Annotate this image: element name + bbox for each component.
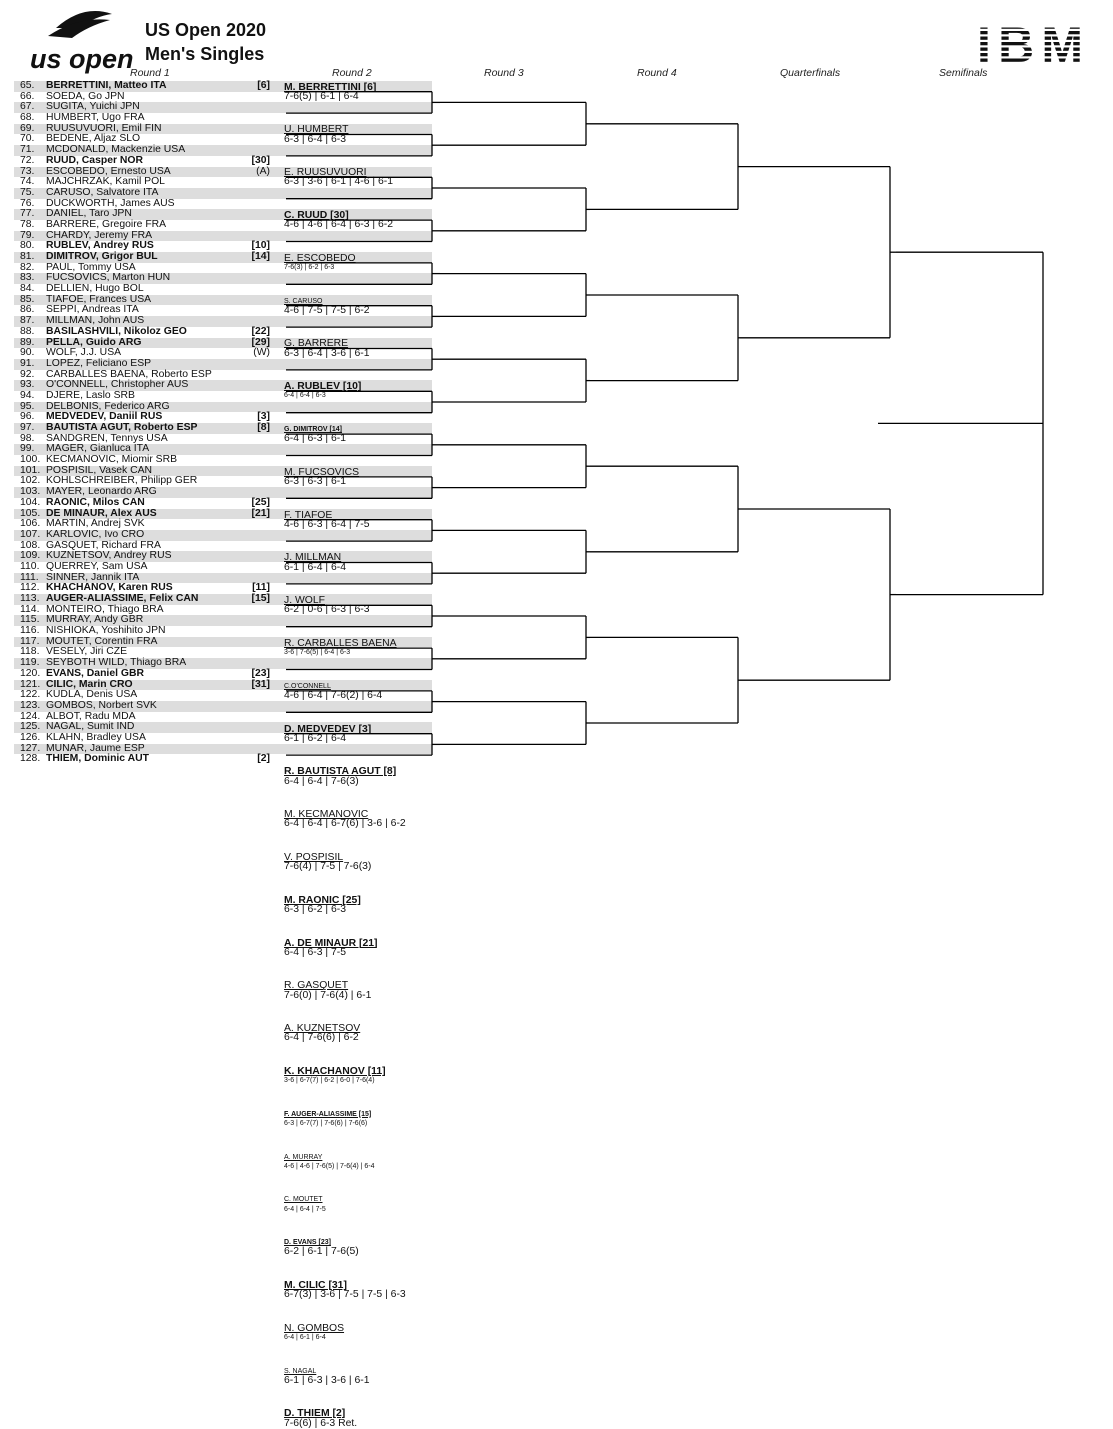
round-2-winner: R. BAUTISTA AGUT [8] [284, 767, 396, 778]
round-2-winner: J. MILLMAN [284, 553, 341, 564]
draw-row [14, 188, 432, 199]
player-name: KARLOVIC, Ivo CRO [46, 530, 144, 541]
player-seed: [2] [257, 754, 270, 765]
round-2-winner: S. NAGAL [284, 1367, 316, 1378]
player-num: 123. [20, 701, 40, 712]
player-num: 73. [20, 167, 34, 178]
player-seed: [6] [257, 81, 270, 92]
round-2-winner: G. BARRERE [284, 339, 348, 350]
player-name: DUCKWORTH, James AUS [46, 199, 175, 210]
player-name: KOHLSCHREIBER, Philipp GER [46, 476, 197, 487]
player-name: RAONIC, Milos CAN [46, 498, 145, 509]
player-name: MILLMAN, John AUS [46, 316, 144, 327]
player-num: 90. [20, 348, 34, 359]
player-name: SOEDA, Go JPN [46, 92, 125, 103]
match-score: 6-1 | 6-4 | 6-4 [284, 563, 346, 574]
match-score: 6-3 | 6-3 | 6-1 [284, 477, 346, 488]
draw-row [14, 156, 432, 167]
player-name: MCDONALD, Mackenzie USA [46, 145, 185, 156]
player-num: 127. [20, 744, 40, 755]
round-2-header: Round 2 [332, 67, 372, 79]
match-score: 4-6 | 6-3 | 6-4 | 7-5 [284, 520, 370, 531]
match-score: 6-3 | 6-7(7) | 7-6(6) | 7-6(6) [284, 1119, 367, 1130]
player-num: 83. [20, 273, 34, 284]
player-name: WOLF, J.J. USA [46, 348, 121, 359]
player-name: GOMBOS, Norbert SVK [46, 701, 157, 712]
player-num: 120. [20, 669, 40, 680]
player-num: 108. [20, 541, 40, 552]
round-2-winner: E. ESCOBEDO [284, 254, 356, 265]
match-score: 6-1 | 6-3 | 3-6 | 6-1 [284, 1376, 370, 1387]
player-seed: (A) [256, 167, 270, 178]
player-name: KLAHN, Bradley USA [46, 733, 146, 744]
draw-title: Men's Singles [145, 44, 264, 65]
player-name: AUGER-ALIASSIME, Felix CAN [46, 594, 198, 605]
draw-row [14, 359, 432, 370]
player-num: 75. [20, 188, 34, 199]
round-2-winner: G. DIMITROV [14] [284, 425, 342, 436]
player-num: 86. [20, 305, 34, 316]
match-score: 6-3 | 3-6 | 6-1 | 4-6 | 6-1 [284, 177, 393, 188]
player-seed: [10] [252, 241, 270, 252]
match-score: 6-4 | 6-1 | 6-4 [284, 1333, 326, 1344]
player-name: KUZNETSOV, Andrey RUS [46, 551, 172, 562]
player-name: MURRAY, Andy GBR [46, 615, 143, 626]
player-name: DJERE, Laslo SRB [46, 391, 135, 402]
player-seed: [29] [252, 338, 270, 349]
player-name: PAUL, Tommy USA [46, 263, 136, 274]
player-num: 106. [20, 519, 40, 530]
player-name: BASILASHVILI, Nikoloz GEO [46, 327, 187, 338]
match-score: 3-6 | 6-7(7) | 6-2 | 6-0 | 7-6(4) [284, 1076, 375, 1087]
player-num: 125. [20, 722, 40, 733]
round-2-winner: A. RUBLEV [10] [284, 382, 361, 393]
player-name: CARUSO, Salvatore ITA [46, 188, 158, 199]
player-num: 94. [20, 391, 34, 402]
tournament-title: US Open 2020 [145, 20, 266, 41]
match-score: 4-6 | 4-6 | 6-4 | 6-3 | 6-2 [284, 220, 393, 231]
match-score: 7-6(3) | 6-2 | 6-3 [284, 263, 334, 274]
player-num: 77. [20, 209, 34, 220]
player-num: 107. [20, 530, 40, 541]
match-score: 7-6(5) | 6-1 | 6-4 [284, 92, 359, 103]
player-num: 68. [20, 113, 34, 124]
match-score: 4-6 | 7-5 | 7-5 | 6-2 [284, 306, 370, 317]
player-num: 82. [20, 263, 34, 274]
player-num: 113. [20, 594, 39, 605]
player-name: SEPPI, Andreas ITA [46, 305, 139, 316]
player-num: 103. [20, 487, 40, 498]
match-score: 6-4 | 6-4 | 6-3 [284, 391, 326, 402]
player-seed: [14] [252, 252, 270, 263]
player-name: KUDLA, Denis USA [46, 690, 137, 701]
player-name: MUNAR, Jaume ESP [46, 744, 145, 755]
player-num: 112. [20, 583, 39, 594]
player-name: CILIC, Marin CRO [46, 680, 133, 691]
player-seed: [23] [252, 669, 270, 680]
round-2-winner: M. KECMANOVIC [284, 810, 368, 821]
player-num: 89. [20, 338, 34, 349]
player-name: DANIEL, Taro JPN [46, 209, 132, 220]
player-num: 96. [20, 412, 34, 423]
draw-row [14, 669, 432, 680]
player-num: 99. [20, 444, 34, 455]
player-num: 72. [20, 156, 34, 167]
player-name: FUCSOVICS, Marton HUN [46, 273, 170, 284]
draw-row [14, 530, 432, 541]
player-num: 69. [20, 124, 34, 135]
player-num: 66. [20, 92, 34, 103]
player-name: MAYER, Leonardo ARG [46, 487, 157, 498]
player-num: 119. [20, 658, 39, 669]
round-2-winner: K. KHACHANOV [11] [284, 1067, 386, 1078]
player-num: 80. [20, 241, 34, 252]
player-name: DE MINAUR, Alex AUS [46, 509, 157, 520]
match-score: 6-2 | 6-1 | 7-6(5) [284, 1247, 359, 1258]
player-num: 122. [20, 690, 40, 701]
player-name: RUUD, Casper NOR [46, 156, 143, 167]
player-num: 95. [20, 402, 34, 413]
player-seed: [3] [257, 412, 270, 423]
player-num: 111. [20, 573, 39, 584]
player-seed: [22] [252, 327, 270, 338]
player-num: 126. [20, 733, 40, 744]
player-num: 109. [20, 551, 40, 562]
player-num: 104. [20, 498, 40, 509]
round-2-winner: S. CARUSO [284, 297, 323, 308]
match-score: 7-6(4) | 7-5 | 7-6(3) [284, 862, 371, 873]
player-num: 128. [20, 754, 40, 765]
round-4-header: Round 4 [637, 67, 677, 79]
player-name: NAGAL, Sumit IND [46, 722, 134, 733]
draw-row [14, 701, 432, 712]
match-score: 6-4 | 7-6(6) | 6-2 [284, 1033, 359, 1044]
player-name: QUERREY, Sam USA [46, 562, 147, 573]
match-score: 6-4 | 6-3 | 7-5 [284, 948, 346, 959]
player-name: TIAFOE, Frances USA [46, 295, 151, 306]
player-name: RUUSUVUORI, Emil FIN [46, 124, 161, 135]
round-2-winner: D. THIEM [2] [284, 1409, 345, 1420]
player-num: 93. [20, 380, 34, 391]
match-score: 6-4 | 6-4 | 7-6(3) [284, 777, 359, 788]
match-score: 6-3 | 6-4 | 3-6 | 6-1 [284, 349, 370, 360]
match-score: 4-6 | 6-4 | 7-6(2) | 6-4 [284, 691, 382, 702]
player-name: DELLIEN, Hugo BOL [46, 284, 144, 295]
match-score: 6-2 | 0-6 | 6-3 | 6-3 [284, 605, 370, 616]
player-num: 70. [20, 134, 34, 145]
player-num: 118. [20, 647, 39, 658]
round-2-winner: M. FUCSOVICS [284, 468, 359, 479]
player-name: BAUTISTA AGUT, Roberto ESP [46, 423, 197, 434]
player-num: 114. [20, 605, 39, 616]
draw-row [14, 327, 432, 338]
player-seed: [30] [252, 156, 270, 167]
player-seed: [11] [252, 583, 270, 594]
match-score: 6-3 | 6-4 | 6-3 [284, 135, 346, 146]
player-seed: [25] [252, 498, 270, 509]
player-num: 110. [20, 562, 39, 573]
player-num: 85. [20, 295, 34, 306]
player-num: 76. [20, 199, 34, 210]
round-2-winner: C. RUUD [30] [284, 211, 349, 222]
player-num: 97. [20, 423, 34, 434]
us-open-logo [28, 6, 140, 76]
match-score: 7-6(0) | 7-6(4) | 6-1 [284, 991, 371, 1002]
player-num: 101. [20, 466, 40, 477]
match-score: 6-4 | 6-4 | 6-7(6) | 3-6 | 6-2 [284, 819, 406, 830]
player-seed: [15] [252, 594, 270, 605]
player-num: 105. [20, 509, 40, 520]
player-name: CARBALLES BAENA, Roberto ESP [46, 370, 212, 381]
player-num: 74. [20, 177, 34, 188]
player-name: BARRERE, Gregoire FRA [46, 220, 166, 231]
round-2-winner: M. BERRETTINI [6] [284, 83, 376, 94]
player-num: 81. [20, 252, 34, 263]
match-score: 6-4 | 6-4 | 7-5 [284, 1205, 326, 1216]
player-num: 124. [20, 712, 40, 723]
player-name: O'CONNELL, Christopher AUS [46, 380, 188, 391]
player-seed: [31] [252, 680, 270, 691]
round-2-winner: E. RUUSUVUORI [284, 168, 367, 179]
player-num: 78. [20, 220, 34, 231]
round-2-winner: M. RAONIC [25] [284, 896, 361, 907]
player-name: MONTEIRO, Thiago BRA [46, 605, 164, 616]
player-name: KHACHANOV, Karen RUS [46, 583, 173, 594]
draw-row [14, 498, 432, 509]
round-2-winner: J. WOLF [284, 596, 325, 607]
player-name: MEDVEDEV, Daniil RUS [46, 412, 162, 423]
player-num: 67. [20, 102, 34, 113]
player-num: 71. [20, 145, 34, 156]
player-seed: [21] [252, 509, 270, 520]
player-name: NISHIOKA, Yoshihito JPN [46, 626, 166, 637]
player-name: EVANS, Daniel GBR [46, 669, 144, 680]
svg-text:us open: us open [30, 44, 134, 74]
player-name: THIEM, Dominic AUT [46, 754, 149, 765]
player-num: 91. [20, 359, 34, 370]
player-num: 115. [20, 615, 39, 626]
player-name: KECMANOVIC, Miomir SRB [46, 455, 177, 466]
player-num: 84. [20, 284, 34, 295]
player-name: MAJCHRZAK, Kamil POL [46, 177, 165, 188]
round-2-winner: R. CARBALLES BAENA [284, 639, 397, 650]
player-name: VESELY, Jiri CZE [46, 647, 127, 658]
round-2-winner: C. MOUTET [284, 1195, 323, 1206]
player-name: HUMBERT, Ugo FRA [46, 113, 145, 124]
player-name: MARTIN, Andrej SVK [46, 519, 145, 530]
player-num: 98. [20, 434, 34, 445]
round-2-winner: A. MURRAY [284, 1153, 322, 1164]
svg-text:IBM: IBM [977, 20, 1083, 66]
round-2-winner: C.O'CONNELL [284, 682, 331, 693]
draw-row [14, 754, 432, 765]
player-name: GASQUET, Richard FRA [46, 541, 161, 552]
round-2-winner: F. TIAFOE [284, 511, 332, 522]
round-3-header: Round 3 [484, 67, 524, 79]
round-2-winner: N. GOMBOS [284, 1324, 344, 1335]
player-name: ESCOBEDO, Ernesto USA [46, 167, 171, 178]
match-score: 7-6(6) | 6-3 Ret. [284, 1419, 357, 1429]
match-score: 3-6 | 7-6(5) | 6-4 | 6-3 [284, 648, 350, 659]
round-2-winner: M. CILIC [31] [284, 1281, 347, 1292]
round-2-winner: F. AUGER-ALIASSIME [15] [284, 1110, 371, 1121]
round-2-winner: A. DE MINAUR [21] [284, 939, 378, 950]
match-score: 6-7(3) | 3-6 | 7-5 | 7-5 | 6-3 [284, 1290, 406, 1301]
match-score: 6-1 | 6-2 | 6-4 [284, 734, 346, 745]
player-name: DIMITROV, Grigor BUL [46, 252, 158, 263]
player-num: 121. [20, 680, 40, 691]
player-name: CHARDY, Jeremy FRA [46, 231, 152, 242]
round-2-winner: V. POSPISIL [284, 853, 343, 864]
player-seed: [8] [257, 423, 270, 434]
player-num: 102. [20, 476, 40, 487]
player-name: SUGITA, Yuichi JPN [46, 102, 140, 113]
player-name: SANDGREN, Tennys USA [46, 434, 168, 445]
player-name: LOPEZ, Feliciano ESP [46, 359, 151, 370]
player-num: 92. [20, 370, 34, 381]
round-2-winner: D. MEDVEDEV [3] [284, 725, 371, 736]
player-num: 116. [20, 626, 39, 637]
quarterfinals-header: Quarterfinals [780, 67, 840, 79]
player-num: 87. [20, 316, 34, 327]
match-score: 6-4 | 6-3 | 6-1 [284, 434, 346, 445]
player-name: ALBOT, Radu MDA [46, 712, 136, 723]
ibm-logo [977, 20, 1087, 66]
match-score: 6-3 | 6-2 | 6-3 [284, 905, 346, 916]
round-2-winner: U. HUMBERT [284, 125, 348, 136]
player-name: MAGER, Gianluca ITA [46, 444, 149, 455]
round-2-winner: D. EVANS [23] [284, 1238, 331, 1249]
round-2-winner: R. GASQUET [284, 981, 348, 992]
player-num: 100. [20, 455, 40, 466]
player-name: BEDENE, Aljaz SLO [46, 134, 140, 145]
player-name: BERRETTINI, Matteo ITA [46, 81, 166, 92]
player-name: SEYBOTH WILD, Thiago BRA [46, 658, 186, 669]
player-num: 65. [20, 81, 34, 92]
player-name: POSPISIL, Vasek CAN [46, 466, 152, 477]
player-name: MOUTET, Corentin FRA [46, 637, 157, 648]
player-name: DELBONIS, Federico ARG [46, 402, 170, 413]
player-name: RUBLEV, Andrey RUS [46, 241, 154, 252]
semifinals-header: Semifinals [939, 67, 987, 79]
match-score: 4-6 | 4-6 | 7-6(5) | 7-6(4) | 6-4 [284, 1162, 375, 1173]
player-name: SINNER, Jannik ITA [46, 573, 139, 584]
player-num: 117. [20, 637, 39, 648]
round-1-header: Round 1 [130, 67, 170, 79]
round-2-winner: A. KUZNETSOV [284, 1024, 360, 1035]
player-num: 79. [20, 231, 34, 242]
player-seed: (W) [253, 348, 270, 359]
player-num: 88. [20, 327, 34, 338]
player-name: PELLA, Guido ARG [46, 338, 141, 349]
